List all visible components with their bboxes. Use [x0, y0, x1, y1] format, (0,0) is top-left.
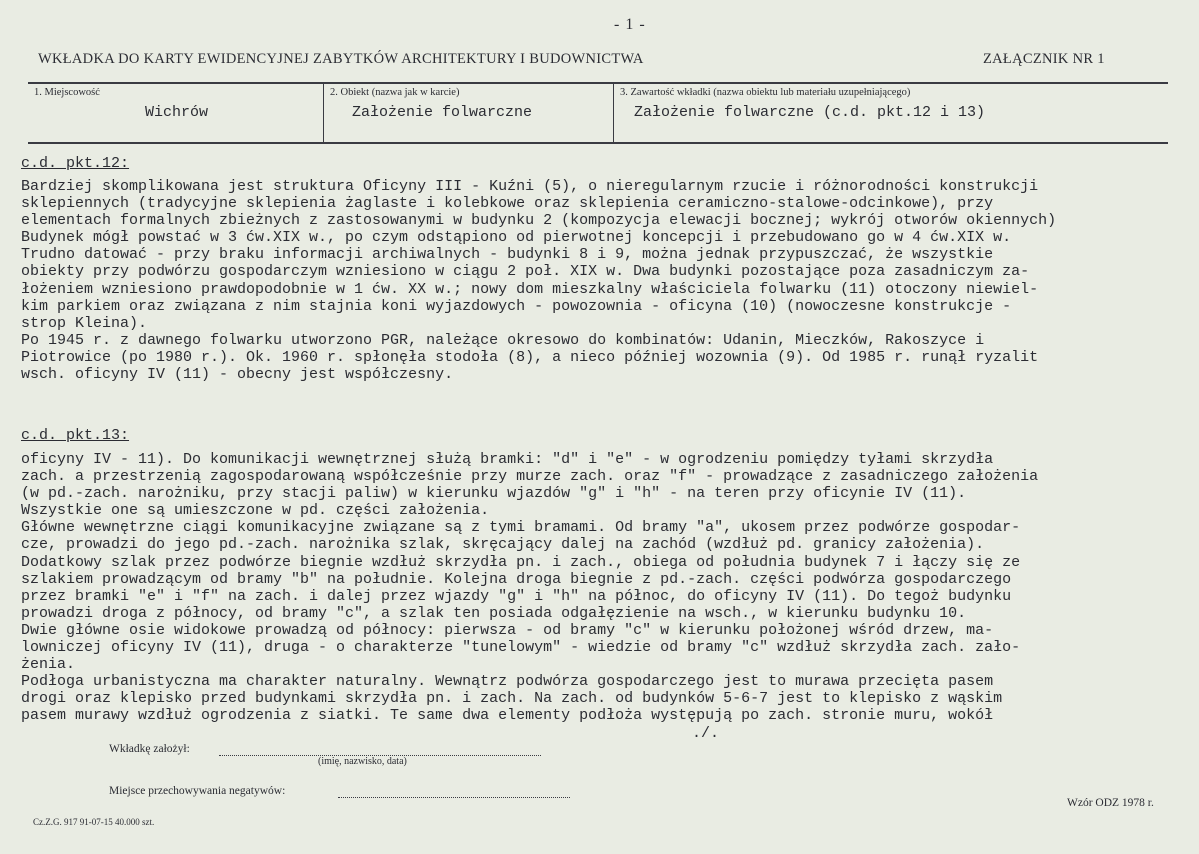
- text-line: Podłoga urbanistyczna ma charakter naturalny. Wewnątrz podwórza gospodarczego jest to murawa przecięta pasem: [21, 673, 994, 691]
- text-line: (w pd.-zach. narożniku, przy stacji paliw) w kierunku wjazdów "g" i "h" - na teren przy oficynie IV (11).: [21, 485, 967, 503]
- appendix-label: ZAŁĄCZNIK NR 1: [983, 51, 1105, 67]
- continuation-mark: ./.: [692, 725, 720, 742]
- negatives-label: Miejsce przechowywania negatywów:: [109, 785, 286, 797]
- text-line: strop Kleina).: [21, 314, 148, 332]
- text-line: łożeniem wzniesiono prawdopodobnie w 1 ćw. XX w.; nowy dom mieszkalny właściciela folwarku (11) otoczony niewiel-: [21, 280, 1039, 298]
- form-pattern: Wzór ODZ 1978 r.: [1067, 797, 1154, 809]
- text-line: obiekty przy podwórzu gospodarczym wzniesiono w ciągu 2 poł. XIX w. Dwa budynki pozostające poza zasadniczym za-: [21, 263, 1030, 281]
- section2-body: [21, 451, 1191, 725]
- section2-heading: c.d. pkt.13:: [21, 427, 130, 444]
- text-line: cze, prowadzi do jego pd.-zach. narożnika szlak, skręcający dalej na zachód (wzdłuż pd. granicy założenia).: [21, 536, 985, 554]
- locality-value: Wichrów: [145, 104, 209, 121]
- text-line: elementach formalnych zbieżnych z zastosowanymi w budynku 2 (kompozycja elewacji bocznej; wykrój otworów okiennych): [21, 212, 1057, 230]
- section1-body: [21, 178, 1191, 383]
- text-line: zach. a przestrzenią zagospodarowaną współcześnie przy murze zach. oraz "f" - prowadzące z zasadniczego założenia: [21, 468, 1039, 486]
- text-line: kim parkiem oraz związana z nim stajnia koni wyjazdowych - powozownia - oficyna (10) (nowoczesne konstrukcje -: [21, 297, 1012, 315]
- compiled-by-label: Wkładkę założył:: [109, 743, 190, 755]
- object-value: Założenie folwarczne: [352, 104, 533, 121]
- text-line: Po 1945 r. z dawnego folwarku utworzono PGR, należące okresowo do kombinatów: Udanin, Mieczków, Rakoszyce i: [21, 331, 985, 349]
- negatives-line: [338, 797, 570, 798]
- content-cell: [613, 84, 1168, 142]
- text-line: sklepiennych (tradycyjne sklepienia żaglaste i kolebkowe oraz sklepienia ceramiczno-stalowe-odcinkowe), przy: [21, 195, 994, 213]
- text-line: Główne wewnętrzne ciągi komunikacyjne związane są z tymi bramami. Od bramy "a", ukosem przez podwórze gospodar-: [21, 519, 1021, 537]
- text-line: Trudno datować - przy braku informacji archiwalnych - budynki 8 i 9, można jednak przypuszczać, że wszystkie: [21, 246, 994, 264]
- text-line: drogi oraz klepisko przed budynkami skrzydła pn. i zach. Na zach. od budynków 5-6-7 jest to klepisko z wąskim: [21, 690, 1003, 708]
- object-cell: [323, 84, 613, 142]
- text-line: Wszystkie one są umieszczone w pd. części założenia.: [21, 502, 490, 520]
- object-label: 2. Obiekt (nazwa jak w karcie): [330, 87, 460, 98]
- text-line: Piotrowice (po 1980 r.). Ok. 1960 r. spłonęła stodoła (8), a nieco później wozownia (9). Od 1985 r. runął ryzalit: [21, 348, 1039, 366]
- text-line: wsch. oficyny IV (11) - obecny jest współczesny.: [21, 366, 454, 384]
- content-value: Założenie folwarczne (c.d. pkt.12 i 13): [634, 104, 986, 121]
- text-line: oficyny IV - 11). Do komunikacji wewnętrznej służą bramki: "d" i "e" - w ogrodzeniu pomiędzy tyłami skrzydła: [21, 451, 994, 468]
- page-number: - 1 -: [614, 16, 646, 33]
- text-line: Dodatkowy szlak przez podwórze biegnie wzdłuż skrzydła pn. i zach., obiega od południa budynek 7 i łączy się ze: [21, 553, 1021, 571]
- text-line: Bardziej skomplikowana jest struktura Oficyny III - Kuźni (5), o nieregularnym rzucie i różnorodności konstrukcji: [21, 178, 1039, 195]
- text-line: Budynek mógł powstać w 3 ćw.XIX w., po czym odstąpiono od pierwotnej koncepcji i przebudowano go w 4 ćw.XIX w.: [21, 229, 1012, 247]
- section1-heading: c.d. pkt.12:: [21, 155, 130, 172]
- text-line: szlakiem prowadzącym od bramy "b" na południe. Kolejna droga biegnie z pd.-zach. części podwórza gospodarczego: [21, 570, 1012, 588]
- text-line: lowniczej oficyny IV (11), druga - o charakterze "tunelowym" - wiedzie od bramy "c" wzdłuż skrzydła zach. zało-: [21, 639, 1021, 657]
- text-line: Dwie główne osie widokowe prowadzą od północy: pierwsza - od bramy "c" w kierunku położonej wśród drzew, ma-: [21, 621, 994, 639]
- header-table: [28, 82, 1168, 144]
- text-line: prowadzi droga z północy, od bramy "c", a szlak ten posiada odgałęzienie na wsch., w kierunku budynku 10.: [21, 604, 967, 622]
- text-line: pasem murawy wzdłuż ogrodzenia z siatki. Te same dwa elementy podłoża występują po zach. stronie muru, wokół: [21, 707, 994, 725]
- print-info: Cz.Z.G. 917 91-07-15 40.000 szt.: [33, 817, 155, 827]
- locality-cell: [28, 84, 323, 142]
- locality-label: 1. Miejscowość: [34, 87, 100, 98]
- content-label: 3. Zawartość wkładki (nazwa obiektu lub materiału uzupełniającego): [620, 87, 911, 98]
- text-line: żenia.: [21, 656, 76, 674]
- form-title: WKŁADKA DO KARTY EWIDENCYJNEJ ZABYTKÓW ARCHITEKTURY I BUDOWNICTWA: [38, 51, 644, 67]
- compiled-by-hint: (imię, nazwisko, data): [318, 756, 407, 767]
- text-line: przez bramki "e" i "f" na zach. i dalej przez wjazdy "g" i "h" na północ, do oficyny IV (11). Do tegoż budynku: [21, 587, 1012, 605]
